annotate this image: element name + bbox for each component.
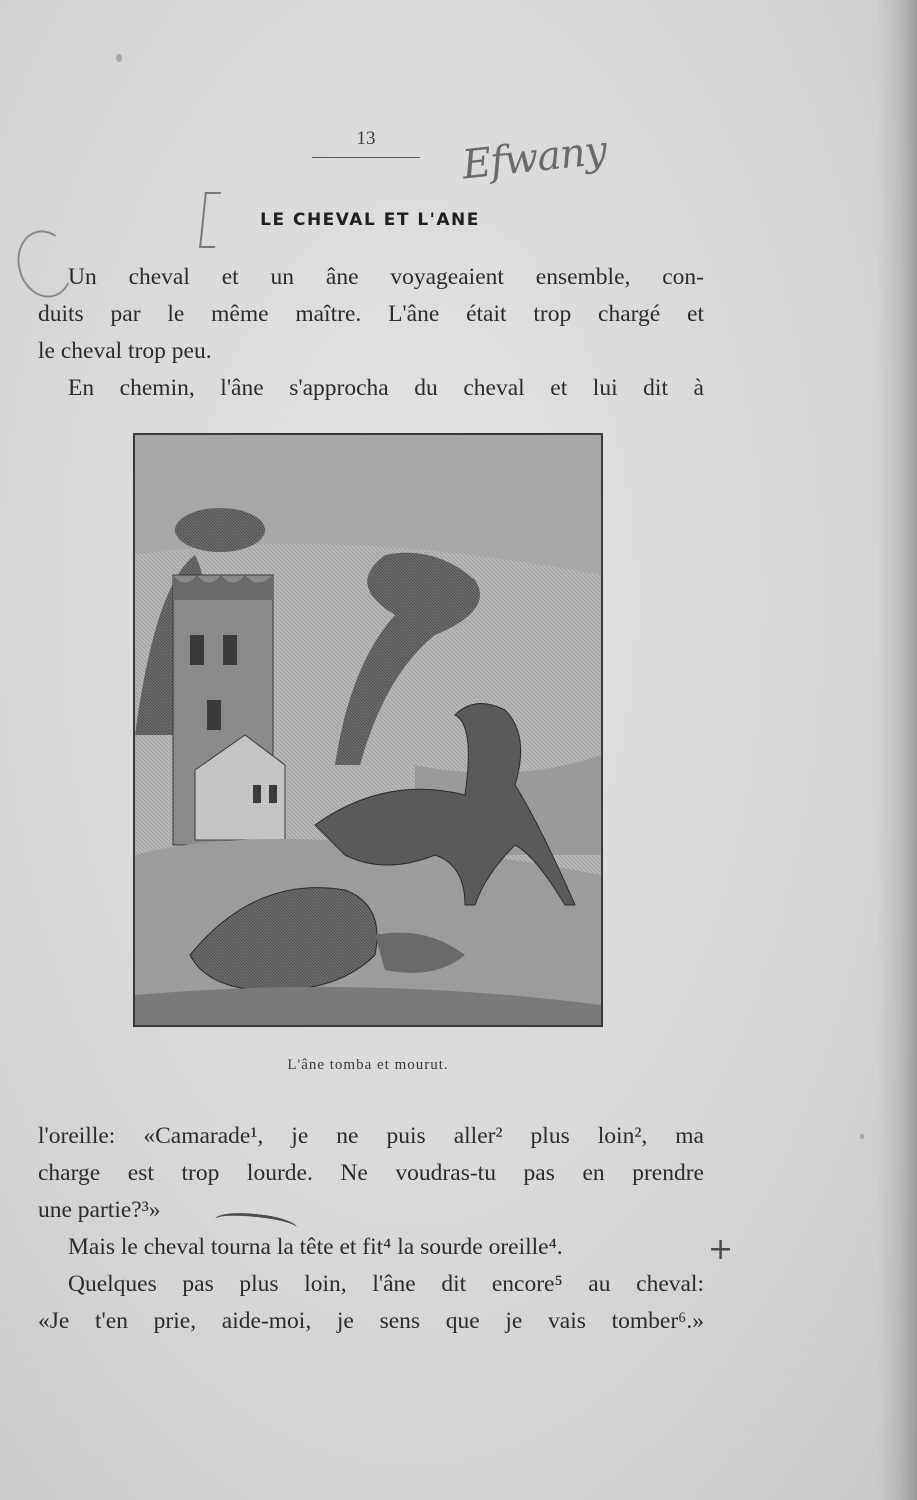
house-window <box>253 785 261 803</box>
paragraph-5 <box>38 1266 704 1340</box>
text-line: une partie?³» <box>38 1197 161 1223</box>
ink-spot <box>860 1134 864 1139</box>
tower-window <box>190 635 204 665</box>
engraving-image <box>135 435 601 1025</box>
story-title: LE CHEVAL ET L'ANE <box>260 210 480 230</box>
paragraph-1 <box>38 259 704 370</box>
paragraph-2 <box>38 370 704 407</box>
text-line: l'oreille: «Camarade¹, je ne puis aller² plus loin², ma <box>38 1123 704 1149</box>
illustration-caption: L'âne tomba et mourut. <box>287 1057 449 1073</box>
pencil-plus-mark: + <box>708 1232 734 1267</box>
page-edge-shadow <box>877 0 917 1500</box>
text-line: «Je t'en prie, aide-moi, je sens que je vais tomber⁶.» <box>38 1308 704 1334</box>
handwritten-note: Efwany <box>459 127 609 189</box>
ink-spot <box>116 54 122 62</box>
tower-tree <box>175 508 265 552</box>
paragraph-3 <box>38 1118 704 1229</box>
tower-window <box>207 700 221 730</box>
illustration-horse-and-donkey <box>133 433 603 1027</box>
page-number-rule <box>312 157 420 158</box>
paragraph-4 <box>38 1229 704 1266</box>
text-line: charge est trop lourde. Ne voudras-tu pas en prendre <box>38 1160 704 1186</box>
text-line: duits par le même maître. L'âne était trop chargé et <box>38 301 704 327</box>
text-line: le cheval trop peu. <box>38 338 212 364</box>
text-line: Mais le cheval tourna la tête et fit⁴ la sourde oreille⁴. <box>68 1234 563 1260</box>
text-line: Quelques pas plus loin, l'âne dit encore⁵ au cheval: <box>68 1271 704 1297</box>
tower-window <box>223 635 237 665</box>
text-line: Un cheval et un âne voyageaient ensemble, con- <box>68 264 704 290</box>
page-number: 13 <box>356 128 376 149</box>
text-line: En chemin, l'âne s'approcha du cheval et lui dit à <box>68 375 704 401</box>
house-window <box>269 785 277 803</box>
